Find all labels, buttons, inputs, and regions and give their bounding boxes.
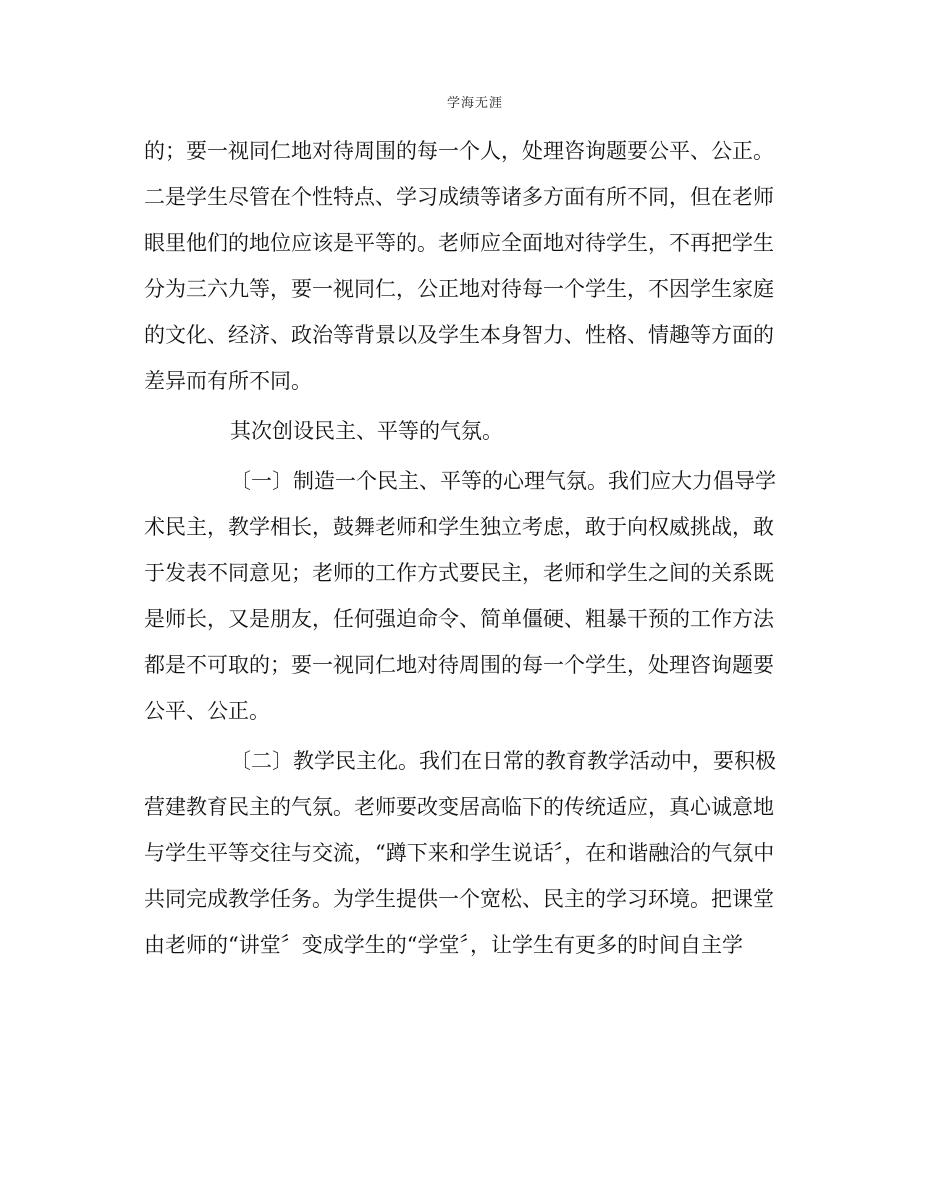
text-line: 由老师的“讲堂〞变成学生的“学堂〞，让学生有更多的时间自主学 (144, 933, 743, 957)
page-header: 学海无涯 (446, 96, 503, 111)
text-line: 都是不可取的；要一视同仁地对待周围的每一个学生，处理咨询题要 (144, 653, 774, 677)
text-line: 眼里他们的地位应该是平等的。老师应全面地对待学生，不再把学生 (144, 231, 774, 255)
text-line: 〔二〕教学民主化。我们在日常的教育教学活动中，要积极 (230, 749, 776, 773)
text-line: 营建教育民主的气氛。老师要改变居高临下的传统适应，真心诚意地 (144, 795, 774, 819)
text-line: 差异而有所不同。 (144, 369, 312, 393)
text-line: 二是学生尽管在个性特点、学习成绩等诸多方面有所不同，但在老师 (144, 185, 774, 209)
text-line: 〔一〕制造一个民主、平等的心理气氛。我们应大力倡导学 (230, 469, 776, 493)
paragraph (144, 408, 808, 454)
paragraph (144, 738, 808, 968)
text-line: 于发表不同意见；老师的工作方式要民主，老师和学生之间的关系既 (144, 561, 774, 585)
text-line: 是师长，又是朋友，任何强迫命令、简单僵硬、粗暴干预的工作方法 (144, 607, 774, 631)
paragraph (144, 128, 808, 404)
text-line: 的；要一视同仁地对待周围的每一个人，处理咨询题要公平、公正。 (144, 139, 774, 163)
text-line: 共同完成教学任务。为学生提供一个宽松、民主的学习环境。把课堂 (144, 887, 774, 911)
text-line: 分为三六九等，要一视同仁，公正地对待每一个学生，不因学生家庭 (144, 277, 774, 301)
text-line: 术民主，教学相长，鼓舞老师和学生独立考虑，敢于向权威挑战，敢 (144, 515, 774, 539)
text-line: 的文化、经济、政治等背景以及学生本身智力、性格、情趣等方面的 (144, 323, 774, 347)
text-line: 与学生平等交往与交流，“蹲下来和学生说话〞，在和谐融洽的气氛中 (144, 841, 775, 865)
text-line: 公平、公正。 (144, 699, 270, 723)
text-line: 其次创设民主、平等的气氛。 (230, 419, 503, 443)
paragraph (144, 458, 808, 734)
document-body (144, 128, 808, 968)
